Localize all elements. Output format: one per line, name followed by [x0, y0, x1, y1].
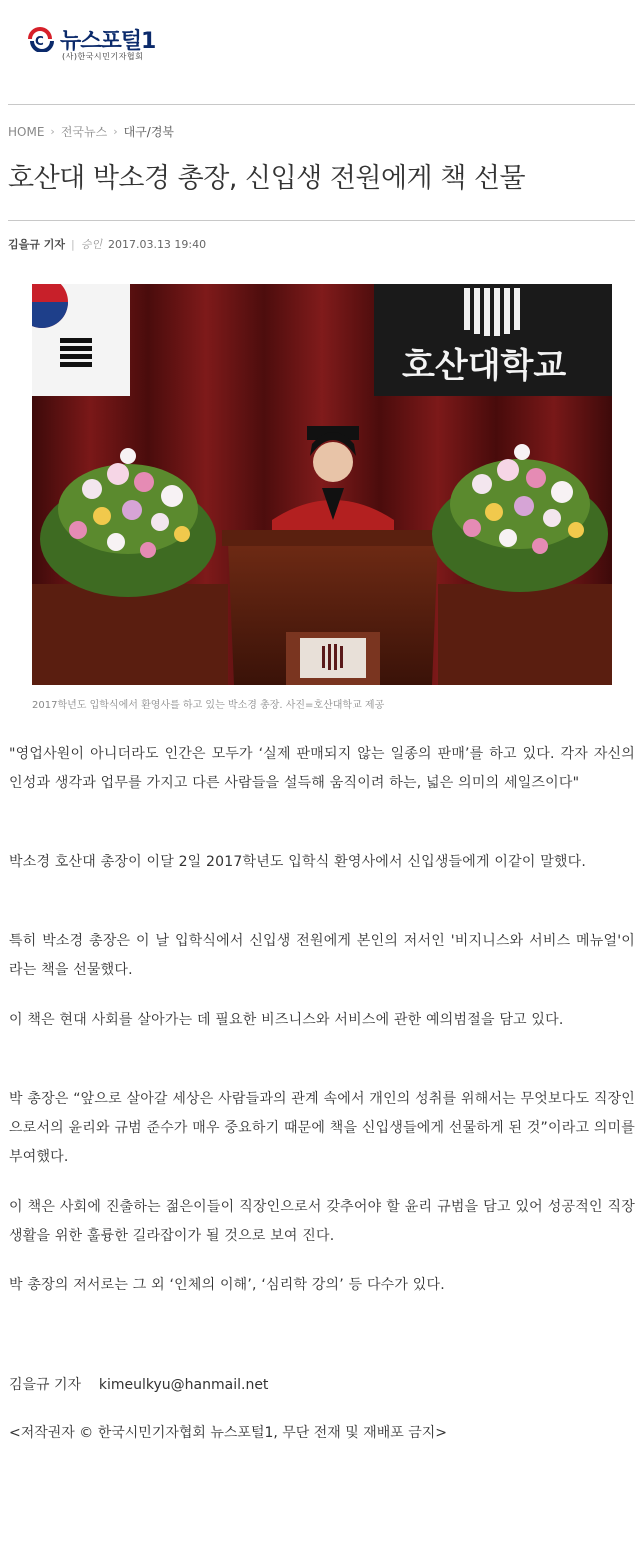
chevron-right-icon: ›	[50, 125, 55, 138]
header-divider	[8, 104, 635, 105]
article-paragraph: "영업사원이 아니더라도 인간은 모두가 ‘실제 판매되지 않는 일종의 판매’를 하고 있다. 각자 자신의 인성과 생각과 업무를 가지고 다른 사람들을 설득해 움직이려 하는, 넓은 의미의 세일즈이다"	[9, 746, 635, 791]
byline-author[interactable]: 김을규 기자	[8, 238, 65, 251]
ceremony-photo-image	[32, 284, 612, 685]
reporter-signature	[9, 1374, 268, 1394]
breadcrumb-current[interactable]: 대구/경북	[123, 125, 175, 139]
article-photo	[32, 284, 612, 685]
logo-text: 뉴스포털1	[60, 29, 156, 54]
article-title: 호산대 박소경 총장, 신입생 전원에게 책 선물	[8, 163, 526, 194]
logo-subtitle: (사)한국시민기자협회	[62, 52, 144, 61]
breadcrumb-home[interactable]: HOME	[8, 124, 45, 139]
approved-date: 2017.03.13 19:40	[107, 237, 207, 251]
site-header	[0, 0, 643, 100]
svg-text:C: C	[35, 34, 44, 48]
breadcrumb-section[interactable]: 전국뉴스	[60, 125, 108, 139]
sign-text: 호산대학교	[402, 346, 567, 386]
byline-separator: |	[70, 237, 75, 251]
article-paragraph: 박소경 호산대 총장이 이달 2일 2017학년도 입학식 환영사에서 신입생들에게 이같이 말했다.	[9, 854, 587, 870]
reporter-email[interactable]: kimeulkyu@hanmail.net	[98, 1377, 269, 1393]
logo-mark-icon	[26, 26, 58, 52]
byline	[8, 236, 206, 252]
article-paragraph: 박 총장의 저서로는 그 외 ‘인체의 이해’, ‘심리학 강의’ 등 다수가 있다.	[9, 1277, 445, 1293]
article-paragraph: 이 책은 현대 사회를 살아가는 데 필요한 비즈니스와 서비스에 관한 예의범절을 담고 있다.	[9, 1012, 564, 1028]
reporter-name: 김을규 기자	[9, 1377, 82, 1393]
title-divider	[8, 220, 635, 221]
article-paragraph: 박 총장은 “앞으로 살아갈 세상은 사람들과의 관계 속에서 개인의 성취를 위해서는 무엇보다도 직장인으로서의 윤리와 규범 준수가 매우 중요하기 때문에 책을 신입생들에게 선물하게 된 것”이라고 의미를 부여했다.	[9, 1091, 635, 1165]
approved-label: 승인	[80, 238, 102, 251]
chevron-right-icon: ›	[113, 125, 118, 138]
breadcrumb	[8, 123, 174, 140]
site-logo[interactable]	[26, 24, 196, 64]
article-paragraph: 이 책은 사회에 진출하는 젊은이들이 직장인으로서 갖추어야 할 윤리 규범을 담고 있어 성공적인 직장생활을 위한 훌륭한 길라잡이가 될 것으로 보여 진다.	[9, 1199, 635, 1244]
photo-caption: 2017학년도 입학식에서 환영사를 하고 있는 박소경 총장. 사진=호산대학교 제공	[32, 700, 385, 711]
article-paragraph: 특히 박소경 총장은 이 날 입학식에서 신입생 전원에게 본인의 저서인 '비지니스와 서비스 메뉴얼'이라는 책을 선물했다.	[9, 933, 635, 978]
copyright-notice: <저작권자 © 한국시민기자협회 뉴스포털1, 무단 전재 및 재배포 금지>	[9, 1425, 448, 1441]
